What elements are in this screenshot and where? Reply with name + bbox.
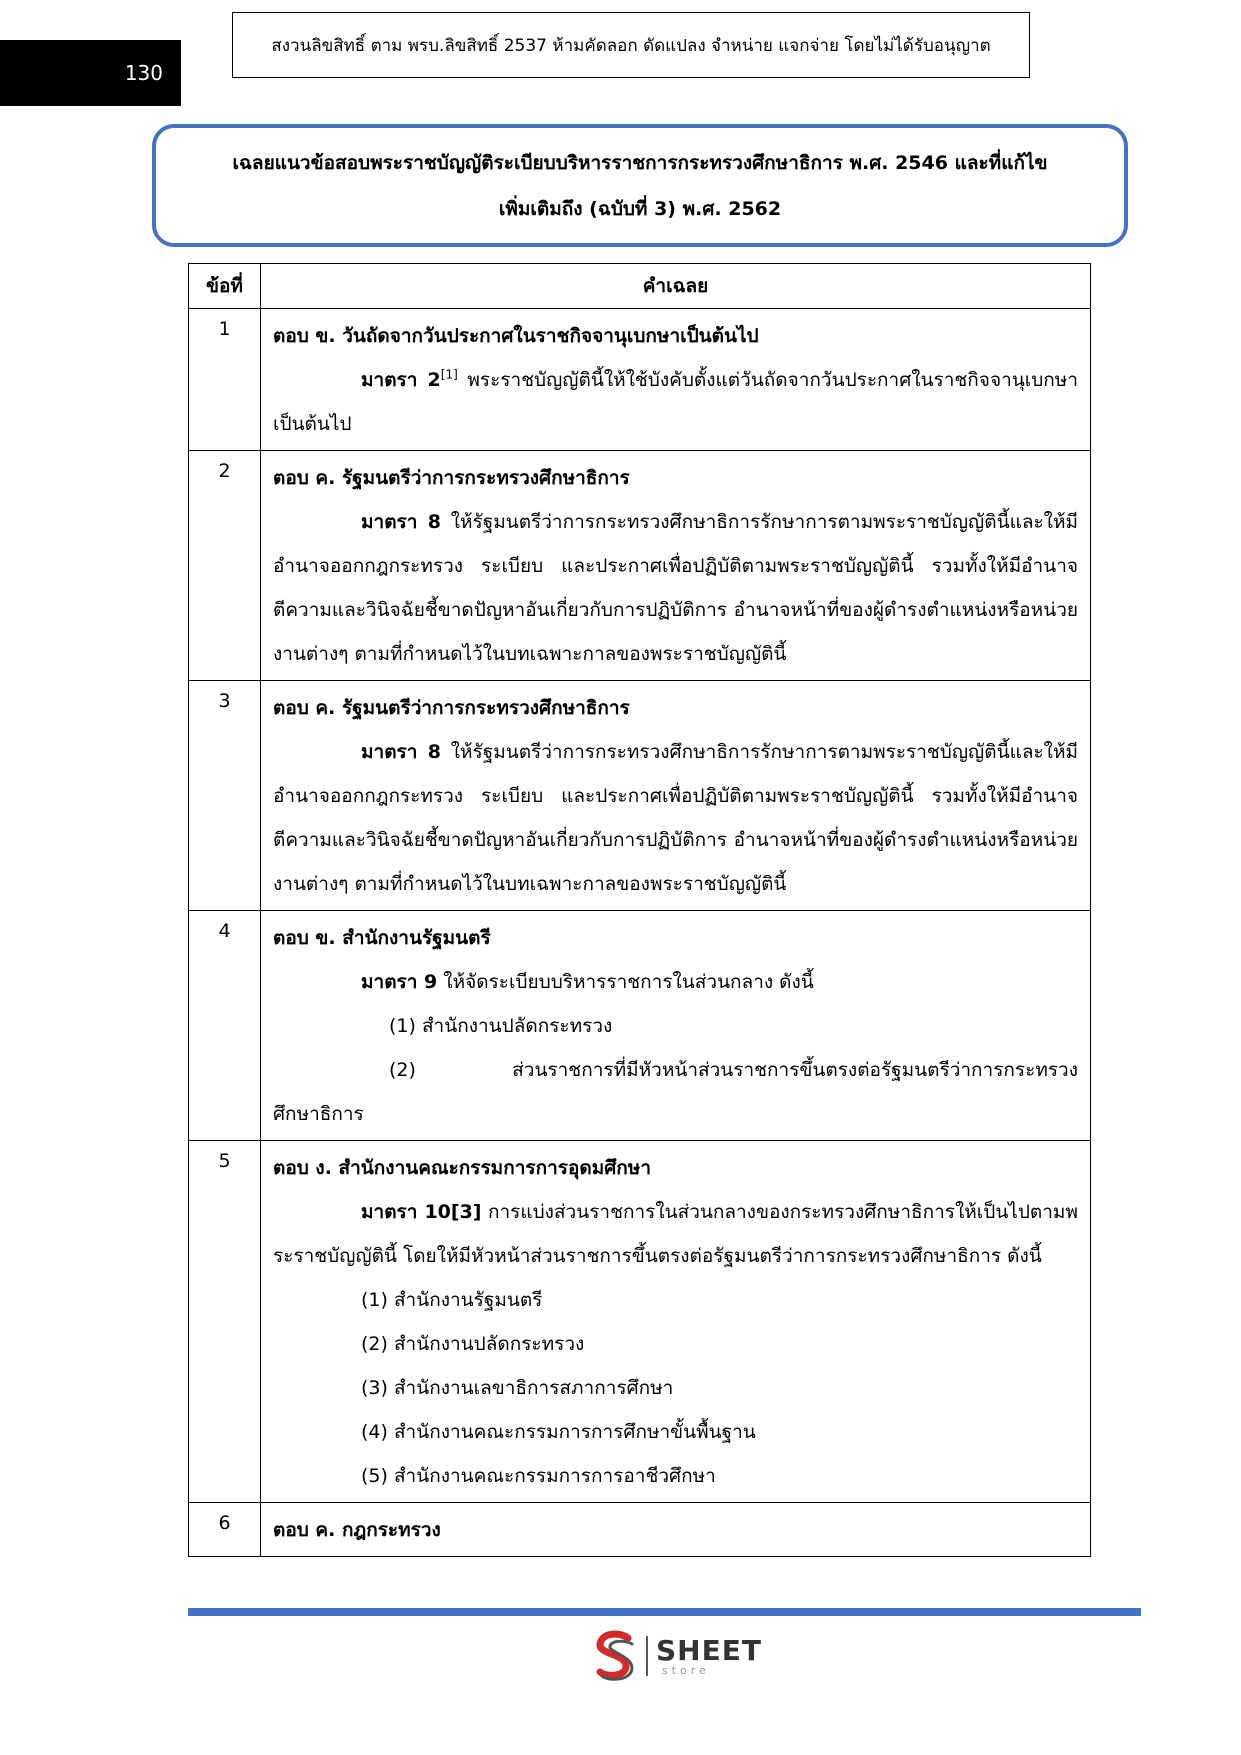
law-excerpt xyxy=(273,730,1078,906)
title-line-2: เพิ่มเติมถึง (ฉบับที่ 3) พ.ศ. 2562 xyxy=(498,197,782,220)
list-item: (4) สำนักงานคณะกรรมการการศึกษาขั้นพื้นฐาน xyxy=(361,1421,756,1443)
section-label: มาตรา 8 xyxy=(361,741,441,763)
answer-choice: ตอบ ง. สำนักงานคณะกรรมการการอุดมศึกษา xyxy=(273,1157,651,1179)
copyright-text: สงวนลิขสิทธิ์ ตาม พรบ.ลิขสิทธิ์ 2537 ห้ามคัดลอก ดัดแปลง จำหน่าย แจกจ่าย โดยไม่ได้รับอนุญาต xyxy=(271,35,991,56)
list-item: (3) สำนักงานเลขาธิการสภาการศึกษา xyxy=(361,1377,674,1399)
section-text: ให้รัฐมนตรีว่าการกระทรวงศึกษาธิการรักษาการตามพระราชบัญญัตินี้และให้มีอำนาจออกกฎกระทรวง ระเบียบ และประกาศเพื่อปฏิบัติตามพระราชบัญญัตินี้ รวมทั้งให้มีอำนาจตีความและวินิจฉัยชี้ขาดปัญหาอันเกี่ยวกับการปฏิบัติการ อำนาจหน้าที่ของผู้ดำรงตำแหน่งหรือหน่วยงานต่างๆ ตามที่กำหนดไว้ในบทเฉพาะกาลของพระราชบัญญัตินี้ xyxy=(273,511,1078,665)
section-text: ให้รัฐมนตรีว่าการกระทรวงศึกษาธิการรักษาการตามพระราชบัญญัตินี้และให้มีอำนาจออกกฎกระทรวง ระเบียบ และประกาศเพื่อปฏิบัติตามพระราชบัญญัตินี้ รวมทั้งให้มีอำนาจตีความและวินิจฉัยชี้ขาดปัญหาอันเกี่ยวกับการปฏิบัติการ อำนาจหน้าที่ของผู้ดำรงตำแหน่งหรือหน่วยงานต่างๆ ตามที่กำหนดไว้ในบทเฉพาะกาลของพระราชบัญญัตินี้ xyxy=(273,741,1078,895)
answer-choice: ตอบ ค. กฎกระทรวง xyxy=(273,1519,441,1541)
list-item: (2) ส่วนราชการที่มีหัวหน้าส่วนราชการขึ้นตรงต่อรัฐมนตรีว่าการกระทรวงศึกษาธิการ xyxy=(273,1059,1078,1125)
answer-cell xyxy=(261,1503,1091,1557)
s-logo-icon xyxy=(592,1630,638,1682)
logo-sub-text: store xyxy=(662,1663,710,1677)
question-number: 2 xyxy=(189,451,261,681)
section-label: มาตรา 8 xyxy=(361,511,441,533)
logo-main-text: SHEET xyxy=(656,1633,762,1667)
question-number: 5 xyxy=(189,1141,261,1503)
question-number: 1 xyxy=(189,309,261,451)
answer-table xyxy=(188,263,1091,1557)
list-item: (5) สำนักงานคณะกรรมการการอาชีวศึกษา xyxy=(361,1465,716,1487)
column-header-number: ข้อที่ xyxy=(189,264,261,309)
law-excerpt xyxy=(273,358,1078,446)
answer-choice: ตอบ ค. รัฐมนตรีว่าการกระทรวงศึกษาธิการ xyxy=(273,467,630,489)
section-text: ให้จัดระเบียบบริหารราชการในส่วนกลาง ดังนี้ xyxy=(437,971,814,993)
table-row xyxy=(189,681,1091,911)
answer-cell xyxy=(261,681,1091,911)
section-label: มาตรา 9 xyxy=(361,971,438,993)
section-label: มาตรา 2 xyxy=(361,369,441,391)
footnote-ref: [1] xyxy=(440,367,458,382)
law-excerpt xyxy=(273,960,1078,1004)
footer-divider xyxy=(188,1608,1141,1616)
logo-wordmark xyxy=(656,1633,762,1677)
answer-choice: ตอบ ข. วันถัดจากวันประกาศในราชกิจจานุเบกษาเป็นต้นไป xyxy=(273,325,759,347)
answer-cell xyxy=(261,309,1091,451)
table-row xyxy=(189,911,1091,1141)
table-row xyxy=(189,1141,1091,1503)
table-header-row xyxy=(189,264,1091,309)
title-line-1: เฉลยแนวข้อสอบพระราชบัญญัติระเบียบบริหารราชการกระทรวงศึกษาธิการ พ.ศ. 2546 และที่แก้ไข xyxy=(232,151,1048,174)
document-title-box xyxy=(152,124,1128,247)
column-header-answer: คำเฉลย xyxy=(261,264,1091,309)
law-excerpt xyxy=(273,1190,1078,1278)
sheet-store-logo xyxy=(592,1630,762,1682)
answer-choice: ตอบ ค. รัฐมนตรีว่าการกระทรวงศึกษาธิการ xyxy=(273,697,630,719)
section-text: พระราชบัญญัตินี้ให้ใช้บังคับตั้งแต่วันถัดจากวันประกาศในราชกิจจานุเบกษาเป็นต้นไป xyxy=(273,369,1078,435)
answer-cell xyxy=(261,1141,1091,1503)
table-row xyxy=(189,451,1091,681)
law-excerpt xyxy=(273,500,1078,676)
answer-cell xyxy=(261,911,1091,1141)
answer-cell xyxy=(261,451,1091,681)
question-number: 3 xyxy=(189,681,261,911)
table-row xyxy=(189,1503,1091,1557)
list-item: (1) สำนักงานปลัดกระทรวง xyxy=(389,1015,613,1037)
section-label: มาตรา 10[3] xyxy=(361,1201,482,1223)
list-item: (2) สำนักงานปลัดกระทรวง xyxy=(361,1333,585,1355)
question-number: 6 xyxy=(189,1503,261,1557)
logo-divider xyxy=(646,1636,648,1676)
table-row xyxy=(189,309,1091,451)
answer-choice: ตอบ ข. สำนักงานรัฐมนตรี xyxy=(273,927,491,949)
question-number: 4 xyxy=(189,911,261,1141)
page-number: 130 xyxy=(124,61,163,85)
page-number-tab xyxy=(0,40,181,106)
copyright-notice xyxy=(232,12,1030,78)
list-item: (1) สำนักงานรัฐมนตรี xyxy=(361,1289,543,1311)
section-text: การแบ่งส่วนราชการในส่วนกลางของกระทรวงศึกษาธิการให้เป็นไปตามพระราชบัญญัตินี้ โดยให้มีหัวหน้าส่วนราชการขึ้นตรงต่อรัฐมนตรีว่าการกระทรวงศึกษาธิการ ดังนี้ xyxy=(273,1201,1078,1267)
